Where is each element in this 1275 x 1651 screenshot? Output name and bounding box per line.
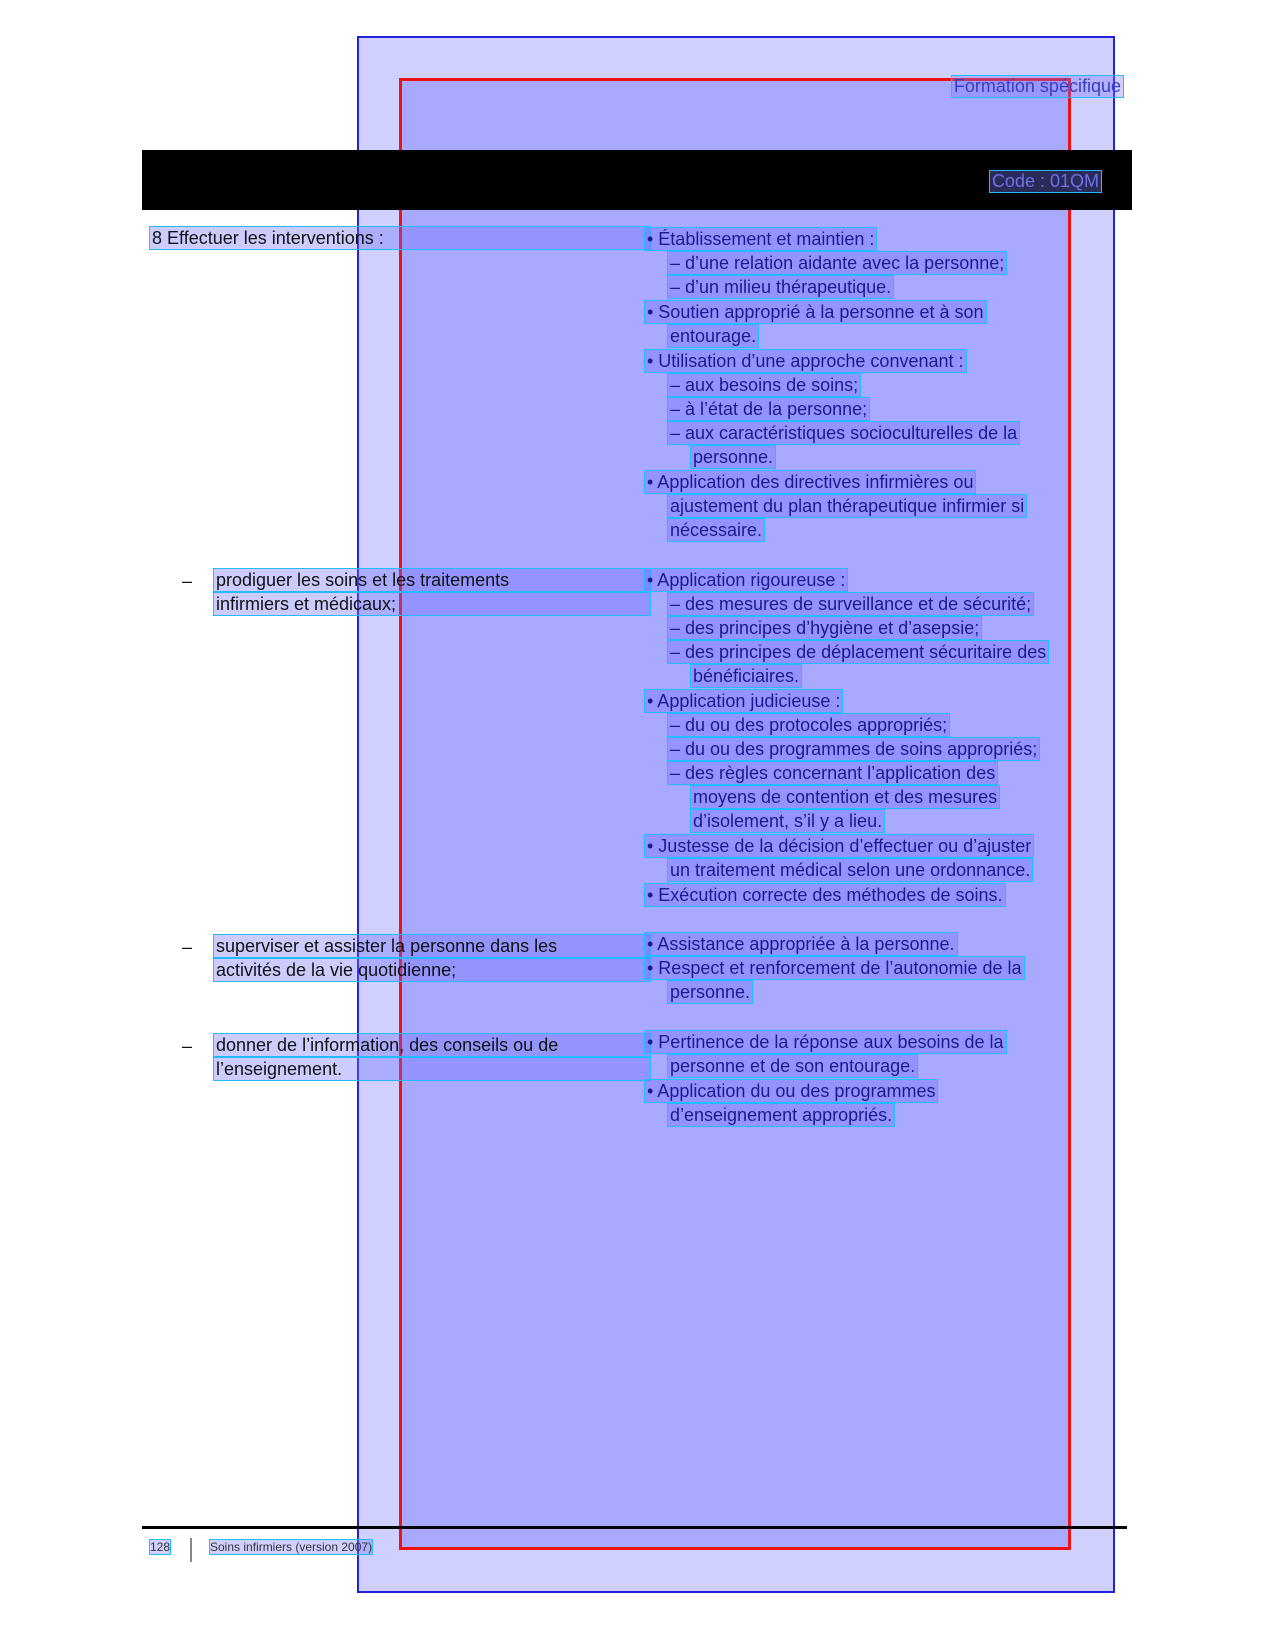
- left-item-line: l’enseignement.: [214, 1058, 650, 1080]
- criteria-line: – des mesures de surveillance et de sécurité;: [670, 594, 1032, 614]
- left-item-line: infirmiers et médicaux;: [214, 593, 650, 615]
- left-item-line: activités de la vie quotidienne;: [214, 959, 650, 981]
- criteria-line: – aux besoins de soins;: [670, 375, 859, 395]
- criteria-line: • Soutien approprié à la personne et à son: [647, 302, 984, 322]
- criteria-line: • Pertinence de la réponse aux besoins de la: [647, 1032, 1004, 1052]
- criteria-line: – d’une relation aidante avec la personne;: [670, 253, 1005, 273]
- criteria-line: • Assistance appropriée à la personne.: [647, 934, 955, 954]
- criteria-line: – des principes d’hygiène et d’asepsie;: [670, 618, 980, 638]
- section-title: Formation spécifique: [953, 76, 1121, 96]
- criteria-line: personne.: [693, 447, 774, 467]
- criteria-line: • Justesse de la décision d’effectuer ou d’ajuster: [647, 836, 1032, 856]
- criteria-line: bénéficiaires.: [693, 666, 800, 686]
- criteria-line: nécessaire.: [670, 520, 763, 540]
- document-title: Soins infirmiers (version 2007): [210, 1540, 373, 1554]
- criteria-line: – d’un milieu thérapeutique.: [670, 277, 892, 297]
- criteria-line: d’isolement, s’il y a lieu.: [693, 811, 883, 831]
- criteria-line: • Établissement et maintien :: [647, 229, 875, 249]
- criteria-line: – des règles concernant l’application des: [670, 763, 996, 783]
- criteria-line: • Utilisation d’une approche convenant :: [647, 351, 964, 371]
- footer-separator: [190, 1538, 192, 1562]
- criteria-line: • Respect et renforcement de l’autonomie de la: [647, 958, 1022, 978]
- criteria-line: • Application du ou des programmes: [647, 1081, 936, 1101]
- competency-heading: 8 Effectuer les interventions :: [150, 227, 650, 249]
- program-code: Code : 01QM: [991, 171, 1099, 191]
- left-item-bullet: –: [182, 937, 193, 957]
- criteria-line: • Exécution correcte des méthodes de soins.: [647, 885, 1003, 905]
- criteria-line: • Application des directives infirmières ou: [647, 472, 974, 492]
- criteria-line: – des principes de déplacement sécuritaire des: [670, 642, 1047, 662]
- criteria-line: – aux caractéristiques socioculturelles de la: [670, 423, 1018, 443]
- criteria-line: personne et de son entourage.: [670, 1056, 916, 1076]
- criteria-line: • Application judicieuse :: [647, 691, 841, 711]
- criteria-line: ajustement du plan thérapeutique infirmier si: [670, 496, 1025, 516]
- criteria-line: entourage.: [670, 326, 757, 346]
- criteria-line: d’enseignement appropriés.: [670, 1105, 893, 1125]
- left-item-line: prodiguer les soins et les traitements: [214, 569, 650, 591]
- page-number: 128: [150, 1540, 171, 1554]
- criteria-line: • Application rigoureuse :: [647, 570, 846, 590]
- header-band: [142, 150, 1132, 210]
- criteria-line: un traitement médical selon une ordonnance.: [670, 860, 1031, 880]
- left-item-bullet: –: [182, 1036, 193, 1056]
- criteria-line: – du ou des programmes de soins appropriés;: [670, 739, 1038, 759]
- left-item-line: donner de l’information, des conseils ou de: [214, 1034, 650, 1056]
- criteria-line: personne.: [670, 982, 751, 1002]
- footer-rule: [142, 1526, 1127, 1529]
- criteria-line: moyens de contention et des mesures: [693, 787, 998, 807]
- left-item-bullet: –: [182, 571, 193, 591]
- left-item-line: superviser et assister la personne dans les: [214, 935, 650, 957]
- criteria-line: – à l’état de la personne;: [670, 399, 868, 419]
- criteria-line: – du ou des protocoles appropriés;: [670, 715, 948, 735]
